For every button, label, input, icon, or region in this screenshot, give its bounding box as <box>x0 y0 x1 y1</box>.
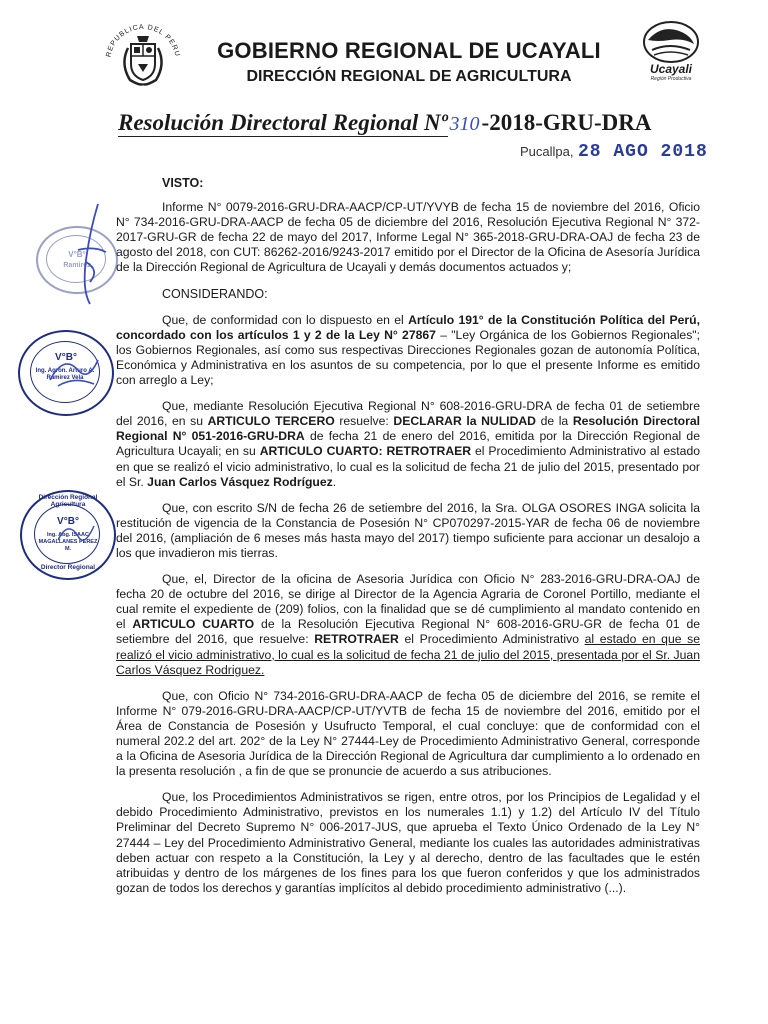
stamp-2-vobo: V°B° <box>55 352 77 363</box>
date-stamp: 28 AGO 2018 <box>577 142 708 162</box>
stamp-3-bottom: Director Regional <box>40 564 96 571</box>
considerando-paragraph-4: Que, el, Director de la oficina de Asesoria Jurídica con Oficio N° 283-2016-GRU-DRA-OAJ de fecha 20 de octubre del 2016, se dirige al Director de la Agencia Agraria de Coronel Portillo, mediante el cual remite el expediente de (209) folios, con la finalidad que se dé cumplimiento al mandato contenido en el ARTICULO CUARTO de la Resolución Ejecutiva Regional N° 608-2016-GRU-GR de fecha 01 de setiembre del 2016, que resuelve: RETROTRAER el Procedimiento Administrativo al estado en que se realizó el vicio administrativo, lo cual es la solicitud de fecha 21 de julio del 2015, presentada por el Sr. Juan Carlos Vásquez Rodriguez. <box>116 572 701 677</box>
considerando-paragraph-1: Que, de conformidad con lo dispuesto en el Artículo 191° de la Constitución Política del Perú, concordado con los artículos 1 y 2 de la Ley N° 27867 – "Ley Orgánica de los Gobiernos Regionales"; los Gobiernos Regionales, así como sus respectivas Direcciones Regionales gozan de autonomía Política, Económica y Administrativa en los asuntos de su competencia, por lo que el presente Informe es emitido con arreglo a Ley; <box>116 312 700 388</box>
considerando-paragraph-3: Que, con escrito S/N de fecha 26 de setiembre del 2016, la Sra. OLGA OSORES INGA solicita la restitución de vigencia de la Constancia de Posesión N° CP070297-2015-YAR de fecha 06 de noviembre del 2016, (ampliación de 6 meses más hasta mayo del 2017) tiempo suficiente para accionar un desalojo a los que invadieron mis tierras. <box>116 500 700 560</box>
signature-2-icon <box>44 340 104 400</box>
considerando-paragraph-5: Que, con Oficio N° 734-2016-GRU-DRA-AACP de fecha 05 de diciembre del 2016, se remite el Informe N° 079-2016-GRU-DRA-AACP/CP-UT/YVTB de fecha 15 de noviembre del 2016, emitido por el Área de Constancia de Posesión y Usufructo Temporal, el cual concluye: que de conformidad con el numeral 202.2 del art. 202° de la Ley N° 27444-Ley de Procedimiento Administrativo General, corresponde a la Oficina de Asesoria Jurídica de la Dirección Regional de Agricultura dar cumplimiento a lo ordenado en la presenta resolución , a fin de que se pronuncie de acuerdo a sus atribuciones. <box>116 688 700 779</box>
stamp-3-ring: Dirección Regional Agricultura <box>38 494 98 508</box>
place-label: Pucallpa, <box>520 144 574 159</box>
emblem-text: REPUBLICA DEL PERU <box>105 23 181 58</box>
resolution-suffix: -2018-GRU-DRA <box>481 110 652 135</box>
signature-1-icon <box>60 200 120 310</box>
stamp-3-vobo: V°B° <box>57 516 79 527</box>
considerando-heading: CONSIDERANDO: <box>162 286 268 301</box>
visto-heading: VISTO: <box>162 176 204 190</box>
signature-3-icon <box>50 510 100 560</box>
resolution-prefix: Resolución Directoral Regional Nº <box>118 110 448 135</box>
visto-paragraph: Informe N° 0079-2016-GRU-DRA-AACP/CP-UT/YVYB de fecha 15 de noviembre del 2016, Oficio N° 734-2016-GRU-DRA-AACP de fecha 05 de diciembre del 2016, Resolución Ejecutiva Regional N° 372-2017-GRU-GR de fecha 22 de mayo del 2017, Informe Legal N° 365-2018-GRU-DRA-OAJ de fecha 23 de agosto del 2018, con CUT: 86262-2016/9243-2017 emitido por el Director de la Oficina de Asesoría Jurídica de la Dirección Regional de Agricultura de Ucayali y demás documentos actuados y; <box>116 200 700 275</box>
place-date <box>520 142 710 162</box>
document-body <box>116 176 700 896</box>
stamp-3-name: Ing. Abg. ISAAC MAGALLANES PEREZ M. <box>38 532 98 552</box>
org-title: GOBIERNO REGIONAL DE UCAYALI <box>217 38 601 63</box>
considerando-paragraph-6: Que, los Procedimientos Administrativos se rigen, entre otros, por los Principios de Legalidad y el debido Procedimiento Administrativo, previstos en los numerales 1.1) y 1.2) del Artículo IV del Título Preliminar del Decreto Supremo N° 006-2017-JUS, que aprueba el Texto Único Ordenado de la Ley N° 27444 – Ley del Procedimiento Administrativo General, mediante los cuales las autoridades administrativas deben actuar con respeto a la Constitución, la Ley y al derecho, dentro de las facultades que le estén atribuidas y dentro de los márgenes de los fines para los que fueron conferidos y que los administrados gozan de todos los derechos y garantías implícitos al debido procedimiento administrativo (...). <box>116 790 700 895</box>
stamp-1-name: Ramirez <box>63 262 91 269</box>
stamp-1-vobo: V°B° <box>68 250 86 259</box>
peru-coat-of-arms-icon <box>100 14 186 98</box>
stamp-2-name: Ing. Agron. Arturo A. Ramirez Vela <box>35 368 95 381</box>
considerando-paragraph-2: Que, mediante Resolución Ejecutiva Regional N° 608-2016-GRU-DRA de fecha 01 de setiembre del 2016, en su ARTICULO TERCERO resuelve: DECLARAR la NULIDAD de la Resolución Directoral Regional N° 051-2016-GRU-DRA de fecha 21 de enero del 2016, emitida por la Dirección Regional de Agricultura Ucayali; en su ARTICULO CUARTO: RETROTRAER el Procedimiento Administrativo al estado en que se realizó el vicio administrativo, lo cual es la solicitud de fecha 21 de julio del 2015, presentado por el Sr. Juan Carlos Vásquez Rodríguez. <box>116 399 700 489</box>
resolution-number: 310 <box>449 113 480 135</box>
org-subtitle: DIRECCIÓN REGIONAL DE AGRICULTURA <box>246 68 572 85</box>
ucayali-logo-icon <box>640 20 702 84</box>
logo-word: Ucayali <box>649 62 693 76</box>
logo-tagline: Región Productiva <box>650 76 692 82</box>
resolution-title <box>118 110 708 136</box>
